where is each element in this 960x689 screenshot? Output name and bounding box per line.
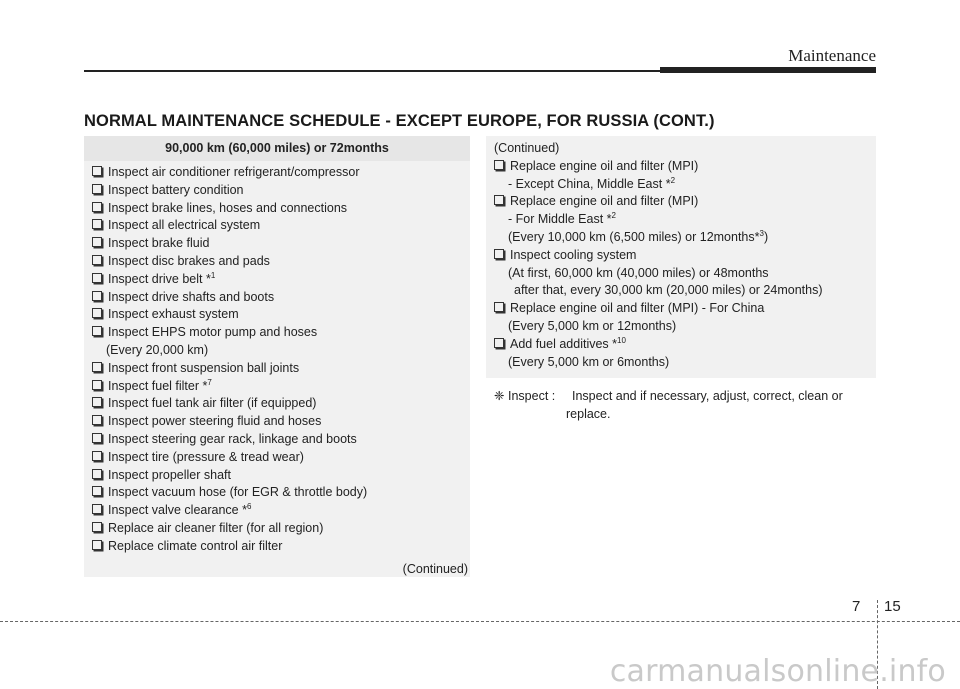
- left-continued: (Continued): [402, 561, 468, 576]
- item-detail: [494, 229, 876, 247]
- item-label: Inspect steering gear rack, linkage and boots: [108, 431, 357, 446]
- item-label: Inspect exhaust system: [108, 307, 239, 322]
- item-detail: after that, every 30,000 km (20,000 miles) or 24months): [514, 283, 823, 298]
- checkbox-icon: [92, 380, 102, 390]
- footnote-ref: 7: [207, 377, 212, 387]
- checkbox-icon: [494, 249, 504, 259]
- footnote-ref: 6: [246, 501, 252, 511]
- list-item: [92, 395, 470, 413]
- list-item: [494, 247, 876, 265]
- list-item: [92, 217, 470, 235]
- item-label: Inspect vacuum hose (for EGR & throttle body): [108, 485, 368, 500]
- checkbox-icon: [92, 397, 102, 407]
- header-title: Maintenance: [788, 46, 876, 65]
- checkbox-icon: [92, 540, 102, 550]
- checkbox-icon: [92, 522, 102, 532]
- footer-dashed-rule: [0, 621, 960, 622]
- checkbox-icon: [92, 504, 102, 514]
- footnote-ref: 1: [210, 270, 216, 280]
- checkbox-icon: [92, 166, 102, 176]
- item-label: Replace engine oil and filter (MPI) - For China: [510, 301, 765, 316]
- note-row: [494, 388, 876, 406]
- header-rule: [84, 70, 660, 72]
- item-detail: [494, 211, 876, 229]
- item-detail-text: - Except China, Middle East *: [508, 176, 671, 191]
- checkbox-icon: [92, 184, 102, 194]
- list-item: [494, 300, 876, 318]
- item-detail: (Every 5,000 km or 6months): [508, 354, 670, 369]
- item-label: Inspect fuel filter *: [108, 378, 208, 393]
- item-label: Inspect tire (pressure & tread wear): [108, 449, 304, 464]
- list-item: [92, 306, 470, 324]
- right-continued: (Continued): [494, 141, 560, 155]
- footnote-ref: 10: [617, 335, 626, 345]
- checkbox-icon: [92, 433, 102, 443]
- checkbox-icon: [92, 451, 102, 461]
- list-item: [92, 538, 470, 556]
- list-item: [92, 378, 470, 396]
- checkbox-icon: [92, 326, 102, 336]
- item-label: Inspect propeller shaft: [108, 467, 231, 482]
- list-item: [92, 289, 470, 307]
- right-checklist: [486, 136, 876, 371]
- item-label: Inspect brake lines, hoses and connections: [108, 200, 348, 215]
- header-bar: [660, 67, 876, 73]
- item-detail: (At first, 60,000 km (40,000 miles) or 48months: [508, 265, 769, 280]
- checkbox-icon: [92, 308, 102, 318]
- item-label: Inspect drive shafts and boots: [108, 289, 275, 304]
- item-label: Add fuel additives *: [510, 336, 618, 351]
- item-label: Inspect drive belt *: [108, 271, 211, 286]
- checkbox-icon: [92, 219, 102, 229]
- footnote-ref: 2: [670, 175, 676, 185]
- checkbox-icon: [92, 255, 102, 265]
- left-panel: [84, 136, 470, 577]
- list-item: [92, 431, 470, 449]
- checkbox-icon: [92, 362, 102, 372]
- list-item: [494, 193, 876, 211]
- item-detail: (Every 20,000 km): [106, 342, 209, 357]
- item-detail-text: (Every 10,000 km (6,500 miles) or 12months*: [508, 229, 760, 244]
- watermark: carmanualsonline.info: [609, 654, 946, 689]
- checkbox-icon: [92, 237, 102, 247]
- list-item: [92, 520, 470, 538]
- page-number: 15: [884, 598, 901, 615]
- item-label: Inspect disc brakes and pads: [108, 253, 270, 268]
- item-label: Inspect fuel tank air filter (if equipped): [108, 396, 317, 411]
- item-detail: (Every 5,000 km or 12months): [508, 318, 677, 333]
- item-label: Replace air cleaner filter (for all region): [108, 520, 324, 535]
- item-label: Inspect cooling system: [510, 247, 637, 262]
- checkbox-icon: [92, 469, 102, 479]
- item-label: Inspect EHPS motor pump and hoses: [108, 325, 318, 340]
- list-item: [92, 324, 470, 342]
- note-text: Inspect and if necessary, adjust, correct, clean or: [572, 389, 843, 403]
- note-text-continued: replace.: [566, 406, 611, 421]
- item-detail-text: - For Middle East *: [508, 212, 612, 227]
- list-item: [92, 200, 470, 218]
- section-title: NORMAL MAINTENANCE SCHEDULE - EXCEPT EUROPE, FOR RUSSIA (CONT.): [84, 112, 715, 130]
- item-label: Replace engine oil and filter (MPI): [510, 158, 699, 173]
- list-item: [92, 502, 470, 520]
- list-item: [92, 449, 470, 467]
- item-label: Inspect battery condition: [108, 182, 244, 197]
- checkbox-icon: [92, 415, 102, 425]
- item-label: Replace engine oil and filter (MPI): [510, 194, 699, 209]
- checkbox-icon: [494, 195, 504, 205]
- list-item: [92, 360, 470, 378]
- checkbox-icon: [92, 486, 102, 496]
- list-item: [92, 484, 470, 502]
- item-detail-text-end: ): [763, 229, 769, 244]
- right-panel: [486, 136, 876, 378]
- checkbox-icon: [494, 302, 504, 312]
- list-item: [92, 271, 470, 289]
- note-label: Inspect :: [508, 389, 556, 403]
- footnote-ref: 2: [611, 211, 616, 221]
- item-detail: [494, 176, 876, 194]
- list-item: [92, 253, 470, 271]
- checkbox-icon: [494, 338, 504, 348]
- footnote-ref: 3: [759, 228, 764, 238]
- checkbox-icon: [92, 273, 102, 283]
- list-item: [494, 158, 876, 176]
- list-item: [92, 467, 470, 485]
- inspect-note: [494, 388, 876, 424]
- list-item: [92, 235, 470, 253]
- list-item: [92, 182, 470, 200]
- checkbox-icon: [92, 202, 102, 212]
- item-label: Inspect power steering fluid and hoses: [108, 414, 322, 429]
- item-label: Inspect all electrical system: [108, 218, 261, 233]
- item-label: Inspect brake fluid: [108, 236, 210, 251]
- list-item: [92, 164, 470, 182]
- item-label: Inspect front suspension ball joints: [108, 360, 300, 375]
- left-panel-heading: 90,000 km (60,000 miles) or 72months: [84, 136, 470, 161]
- item-label: Inspect air conditioner refrigerant/compressor: [108, 165, 360, 179]
- asterisk-note-icon: ❈: [494, 389, 505, 403]
- item-label: Inspect valve clearance *: [108, 503, 247, 518]
- chapter-number: 7: [852, 598, 861, 615]
- left-checklist: [84, 161, 470, 556]
- list-item: [494, 336, 876, 354]
- checkbox-icon: [494, 160, 504, 170]
- list-item: [92, 413, 470, 431]
- checkbox-icon: [92, 291, 102, 301]
- item-label: Replace climate control air filter: [108, 538, 283, 553]
